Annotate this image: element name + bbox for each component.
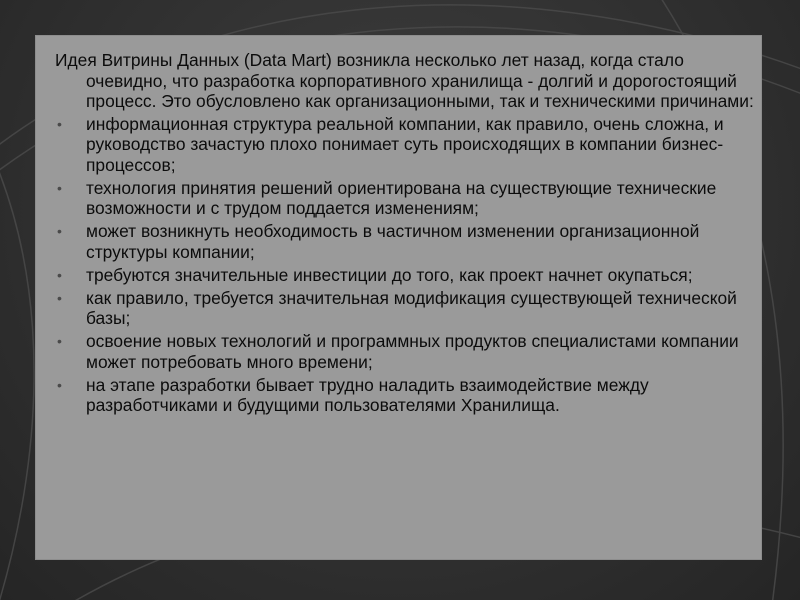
list-item-text: технология принятия решений ориентирована на существующие технические возможности и с трудом поддается изменениям;: [86, 177, 717, 218]
bullet-icon: •: [57, 289, 62, 306]
slide-body: [55, 50, 760, 418]
list-item-text: информационная структура реальной компании, как правило, очень сложна, и руководство зачастую плохо понимает суть происходящих в компании бизнес-процессов;: [86, 113, 724, 175]
bullet-list: [55, 114, 760, 416]
bullet-icon: •: [57, 266, 62, 283]
list-item: [55, 288, 760, 329]
bullet-icon: •: [57, 376, 62, 393]
list-item-text: на этапе разработки бывает трудно наладить взаимодействие между разработчиками и будущими пользователями Хранилища.: [86, 374, 649, 415]
list-item: [55, 331, 760, 372]
list-item-text: освоение новых технологий и программных продуктов специалистами компании может потребовать много времени;: [86, 331, 739, 372]
list-item: [55, 221, 760, 262]
list-item: [55, 178, 760, 219]
list-item: [55, 265, 760, 286]
list-item: [55, 375, 760, 416]
bullet-icon: •: [57, 333, 62, 349]
list-item-text: может возникнуть необходимость в частичном изменении организационной структуры компании;: [86, 221, 700, 262]
bullet-icon: •: [57, 179, 62, 196]
list-item-text: требуются значительные инвестиции до того, как проект начнет окупаться;: [86, 264, 693, 285]
bullet-icon: •: [57, 223, 62, 239]
list-item-text: как правило, требуется значительная модификация существующей технической базы;: [86, 287, 737, 328]
list-item: [55, 114, 760, 176]
intro-paragraph: Идея Витрины Данных (Data Mart) возникла несколько лет назад, когда стало очевидно, что разработка корпоративного хранилища - долгий и дорогостоящий процесс. Это обусловлено как организационными, так и техническими причинами:: [55, 50, 754, 111]
bullet-icon: •: [57, 115, 62, 132]
